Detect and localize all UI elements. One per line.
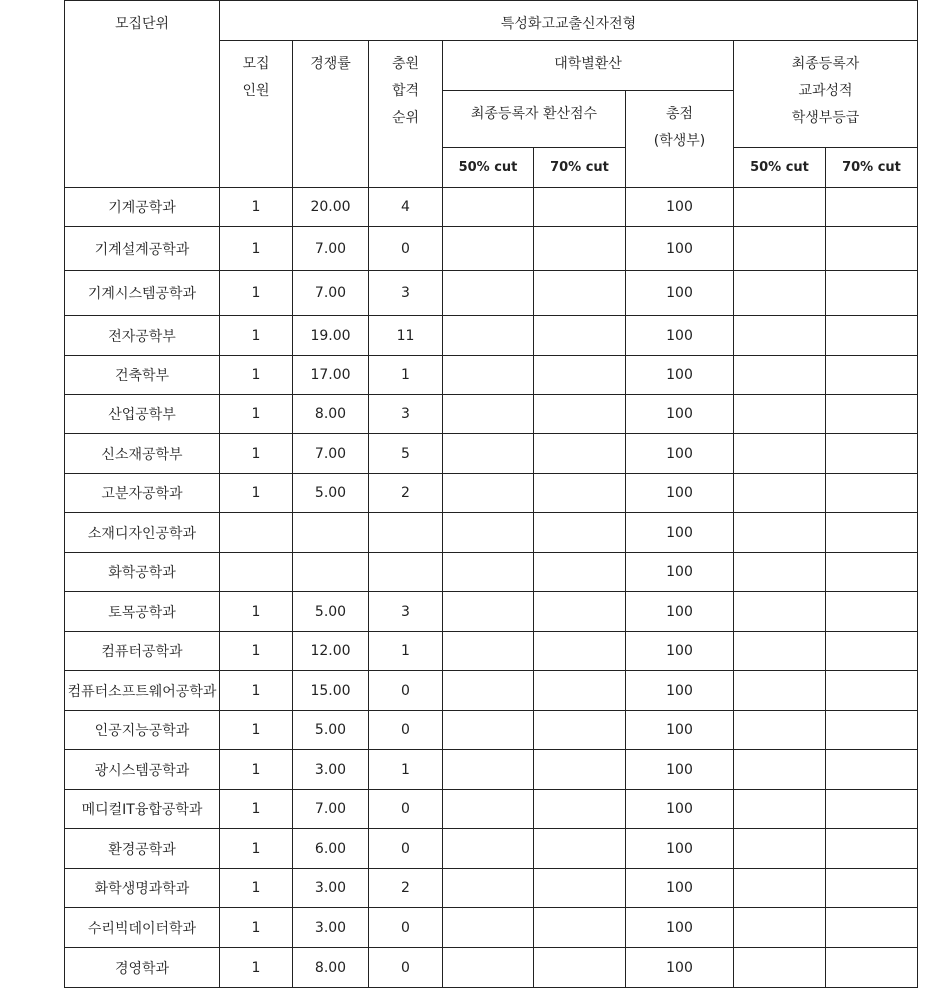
table-row: [65, 395, 918, 434]
grade-cut50-cell: [734, 474, 826, 513]
total-score-cell: 100: [626, 711, 734, 750]
table-row: [65, 434, 918, 474]
grade-cut50-cell: [734, 750, 826, 790]
total-score-cell: 100: [626, 356, 734, 395]
grade-cut70-cell: [826, 790, 918, 829]
grade-cut50-cell: [734, 271, 826, 316]
total-score-cell: 100: [626, 395, 734, 434]
grade-cut70-cell: [826, 188, 918, 227]
header-recruit-count: 모집 인원: [220, 41, 293, 188]
grade-cut70-cell: [826, 513, 918, 553]
waitlist-rank-cell: 2: [369, 869, 443, 908]
cut50-cell: [443, 948, 534, 988]
table-row: [65, 711, 918, 750]
cut50-cell: [443, 829, 534, 869]
header-univ-conversion: 대학별환산: [443, 41, 734, 91]
cut50-cell: [443, 188, 534, 227]
total-score-cell: 100: [626, 908, 734, 948]
total-score-cell: 100: [626, 227, 734, 271]
waitlist-rank-cell: 3: [369, 395, 443, 434]
cut70-cell: [534, 869, 626, 908]
waitlist-rank-cell: 11: [369, 316, 443, 356]
table-row: [65, 750, 918, 790]
competition-rate-cell: 7.00: [293, 790, 369, 829]
unit-cell: 환경공학과: [65, 829, 220, 869]
total-score-cell: 100: [626, 790, 734, 829]
cut50-cell: [443, 227, 534, 271]
grade-cut50-cell: [734, 908, 826, 948]
cut70-cell: [534, 750, 626, 790]
recruit-count-cell: 1: [220, 592, 293, 632]
grade-cut70-cell: [826, 316, 918, 356]
grade-cut70-cell: [826, 869, 918, 908]
competition-rate-cell: 17.00: [293, 356, 369, 395]
competition-rate-cell: 7.00: [293, 434, 369, 474]
grade-cut70-cell: [826, 553, 918, 592]
grade-cut50-cell: [734, 227, 826, 271]
unit-cell: 경영학과: [65, 948, 220, 988]
competition-rate-cell: [293, 553, 369, 592]
competition-rate-cell: 6.00: [293, 829, 369, 869]
header-final-converted-score: 최종등록자 환산점수: [443, 91, 626, 148]
waitlist-rank-cell: 3: [369, 271, 443, 316]
header-unit: 모집단위: [65, 1, 220, 188]
cut50-cell: [443, 553, 534, 592]
grade-cut50-cell: [734, 948, 826, 988]
table-row: [65, 592, 918, 632]
competition-rate-cell: [293, 513, 369, 553]
waitlist-rank-cell: 5: [369, 434, 443, 474]
cut50-cell: [443, 908, 534, 948]
grade-cut50-cell: [734, 711, 826, 750]
unit-cell: 기계시스템공학과: [65, 271, 220, 316]
competition-rate-cell: 7.00: [293, 227, 369, 271]
header-grade-cut50: 50% cut: [734, 148, 826, 188]
competition-rate-cell: 8.00: [293, 395, 369, 434]
table-row: [65, 316, 918, 356]
total-score-cell: 100: [626, 948, 734, 988]
total-score-cell: 100: [626, 869, 734, 908]
cut70-cell: [534, 356, 626, 395]
grade-cut70-cell: [826, 592, 918, 632]
recruit-count-cell: 1: [220, 750, 293, 790]
cut50-cell: [443, 316, 534, 356]
competition-rate-cell: 3.00: [293, 750, 369, 790]
total-score-cell: 100: [626, 316, 734, 356]
unit-cell: 전자공학부: [65, 316, 220, 356]
competition-rate-cell: 15.00: [293, 671, 369, 711]
grade-cut70-cell: [826, 948, 918, 988]
cut70-cell: [534, 316, 626, 356]
recruit-count-cell: 1: [220, 632, 293, 671]
waitlist-rank-cell: 1: [369, 356, 443, 395]
recruit-count-cell: 1: [220, 188, 293, 227]
waitlist-rank-cell: 3: [369, 592, 443, 632]
cut70-cell: [534, 434, 626, 474]
grade-cut50-cell: [734, 592, 826, 632]
table-row: [65, 869, 918, 908]
cut70-cell: [534, 227, 626, 271]
table-row: [65, 671, 918, 711]
total-score-cell: 100: [626, 434, 734, 474]
cut50-cell: [443, 395, 534, 434]
waitlist-rank-cell: 0: [369, 908, 443, 948]
grade-cut50-cell: [734, 829, 826, 869]
waitlist-rank-cell: 0: [369, 227, 443, 271]
grade-cut70-cell: [826, 711, 918, 750]
grade-cut50-cell: [734, 869, 826, 908]
table-row: [65, 474, 918, 513]
unit-cell: 기계설계공학과: [65, 227, 220, 271]
waitlist-rank-cell: 0: [369, 671, 443, 711]
cut50-cell: [443, 513, 534, 553]
grade-cut50-cell: [734, 356, 826, 395]
grade-cut70-cell: [826, 434, 918, 474]
cut50-cell: [443, 271, 534, 316]
waitlist-rank-cell: 1: [369, 632, 443, 671]
total-score-cell: 100: [626, 513, 734, 553]
cut70-cell: [534, 948, 626, 988]
unit-cell: 컴퓨터공학과: [65, 632, 220, 671]
table-row: [65, 227, 918, 271]
cut70-cell: [534, 474, 626, 513]
cut70-cell: [534, 513, 626, 553]
grade-cut50-cell: [734, 188, 826, 227]
cut70-cell: [534, 671, 626, 711]
recruit-count-cell: 1: [220, 227, 293, 271]
grade-cut70-cell: [826, 474, 918, 513]
cut50-cell: [443, 474, 534, 513]
cut50-cell: [443, 632, 534, 671]
unit-cell: 화학생명과학과: [65, 869, 220, 908]
table-row: [65, 356, 918, 395]
recruit-count-cell: [220, 553, 293, 592]
total-score-cell: 100: [626, 829, 734, 869]
cut50-cell: [443, 356, 534, 395]
grade-cut70-cell: [826, 829, 918, 869]
cut70-cell: [534, 790, 626, 829]
total-score-cell: 100: [626, 592, 734, 632]
grade-cut70-cell: [826, 908, 918, 948]
grade-cut70-cell: [826, 671, 918, 711]
unit-cell: 수리빅데이터학과: [65, 908, 220, 948]
recruit-count-cell: 1: [220, 316, 293, 356]
unit-cell: 컴퓨터소프트웨어공학과: [65, 671, 220, 711]
table-row: [65, 829, 918, 869]
competition-rate-cell: 7.00: [293, 271, 369, 316]
total-score-cell: 100: [626, 553, 734, 592]
competition-rate-cell: 3.00: [293, 869, 369, 908]
table-row: [65, 632, 918, 671]
grade-cut70-cell: [826, 395, 918, 434]
cut70-cell: [534, 632, 626, 671]
recruit-count-cell: 1: [220, 671, 293, 711]
table-row: [65, 513, 918, 553]
header-final-grade: 최종등록자 교과성적 학생부등급: [734, 41, 918, 148]
recruit-count-cell: 1: [220, 356, 293, 395]
unit-cell: 고분자공학과: [65, 474, 220, 513]
recruit-count-cell: 1: [220, 434, 293, 474]
unit-cell: 신소재공학부: [65, 434, 220, 474]
cut50-cell: [443, 592, 534, 632]
recruit-count-cell: 1: [220, 271, 293, 316]
competition-rate-cell: 5.00: [293, 711, 369, 750]
cut70-cell: [534, 592, 626, 632]
unit-cell: 소재디자인공학과: [65, 513, 220, 553]
table-row: [65, 790, 918, 829]
grade-cut70-cell: [826, 271, 918, 316]
header-cut70: 70% cut: [534, 148, 626, 188]
recruit-count-cell: 1: [220, 869, 293, 908]
waitlist-rank-cell: 0: [369, 829, 443, 869]
grade-cut70-cell: [826, 632, 918, 671]
cut50-cell: [443, 750, 534, 790]
total-score-cell: 100: [626, 271, 734, 316]
grade-cut50-cell: [734, 316, 826, 356]
waitlist-rank-cell: 2: [369, 474, 443, 513]
waitlist-rank-cell: [369, 513, 443, 553]
grade-cut50-cell: [734, 395, 826, 434]
competition-rate-cell: 5.00: [293, 592, 369, 632]
recruit-count-cell: 1: [220, 908, 293, 948]
cut50-cell: [443, 869, 534, 908]
header-total-score: 총점 (학생부): [626, 91, 734, 188]
total-score-cell: 100: [626, 188, 734, 227]
waitlist-rank-cell: [369, 553, 443, 592]
unit-cell: 토목공학과: [65, 592, 220, 632]
table-row: [65, 271, 918, 316]
cut70-cell: [534, 395, 626, 434]
table-row: [65, 908, 918, 948]
competition-rate-cell: 3.00: [293, 908, 369, 948]
grade-cut70-cell: [826, 750, 918, 790]
unit-cell: 인공지능공학과: [65, 711, 220, 750]
table-row: [65, 553, 918, 592]
table-row: [65, 948, 918, 988]
header-grade-cut70: 70% cut: [826, 148, 918, 188]
competition-rate-cell: 5.00: [293, 474, 369, 513]
header-competition-rate: 경쟁률: [293, 41, 369, 188]
competition-rate-cell: 8.00: [293, 948, 369, 988]
unit-cell: 광시스템공학과: [65, 750, 220, 790]
cut50-cell: [443, 711, 534, 750]
grade-cut50-cell: [734, 513, 826, 553]
header-admission-type: 특성화고교출신자전형: [220, 1, 918, 41]
cut70-cell: [534, 711, 626, 750]
unit-cell: 산업공학부: [65, 395, 220, 434]
recruit-count-cell: 1: [220, 474, 293, 513]
cut70-cell: [534, 908, 626, 948]
table-row: [65, 188, 918, 227]
recruit-count-cell: 1: [220, 790, 293, 829]
recruit-count-cell: [220, 513, 293, 553]
grade-cut50-cell: [734, 553, 826, 592]
total-score-cell: 100: [626, 671, 734, 711]
waitlist-rank-cell: 0: [369, 790, 443, 829]
recruit-count-cell: 1: [220, 948, 293, 988]
unit-cell: 화학공학과: [65, 553, 220, 592]
header-cut50: 50% cut: [443, 148, 534, 188]
grade-cut50-cell: [734, 632, 826, 671]
grade-cut50-cell: [734, 790, 826, 829]
waitlist-rank-cell: 0: [369, 948, 443, 988]
cut50-cell: [443, 434, 534, 474]
total-score-cell: 100: [626, 474, 734, 513]
recruit-count-cell: 1: [220, 395, 293, 434]
unit-cell: 메디컬IT융합공학과: [65, 790, 220, 829]
header-waitlist-rank: 충원 합격 순위: [369, 41, 443, 188]
grade-cut70-cell: [826, 227, 918, 271]
waitlist-rank-cell: 4: [369, 188, 443, 227]
cut70-cell: [534, 553, 626, 592]
unit-cell: 건축학부: [65, 356, 220, 395]
recruit-count-cell: 1: [220, 711, 293, 750]
waitlist-rank-cell: 0: [369, 711, 443, 750]
unit-cell: 기계공학과: [65, 188, 220, 227]
grade-cut50-cell: [734, 671, 826, 711]
admission-results-table: [64, 0, 918, 988]
total-score-cell: 100: [626, 750, 734, 790]
total-score-cell: 100: [626, 632, 734, 671]
grade-cut70-cell: [826, 356, 918, 395]
competition-rate-cell: 19.00: [293, 316, 369, 356]
cut50-cell: [443, 790, 534, 829]
cut70-cell: [534, 829, 626, 869]
competition-rate-cell: 12.00: [293, 632, 369, 671]
waitlist-rank-cell: 1: [369, 750, 443, 790]
cut50-cell: [443, 671, 534, 711]
cut70-cell: [534, 188, 626, 227]
recruit-count-cell: 1: [220, 829, 293, 869]
cut70-cell: [534, 271, 626, 316]
grade-cut50-cell: [734, 434, 826, 474]
competition-rate-cell: 20.00: [293, 188, 369, 227]
